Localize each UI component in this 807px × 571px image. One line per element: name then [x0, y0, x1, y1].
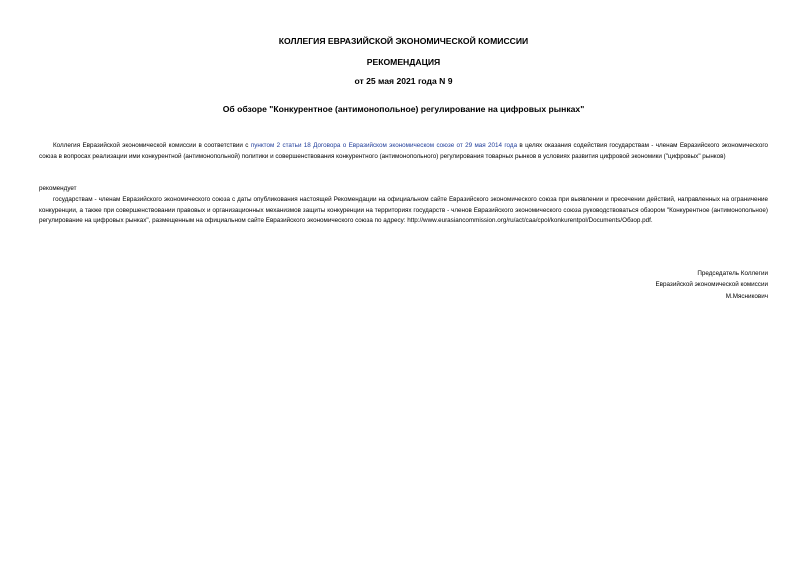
document-type-heading: РЕКОМЕНДАЦИЯ [366, 57, 441, 67]
date-number-heading: от 25 мая 2021 года N 9 [354, 76, 453, 86]
signatory-position-line1: Председатель Коллегии [697, 270, 768, 277]
intro-paragraph [39, 141, 768, 162]
document-title: Об обзоре "Конкурентное (антимонопольное) регулирование на цифровых рынках" [222, 104, 585, 114]
decision-paragraph [39, 195, 768, 227]
treaty-reference-link[interactable]: пунктом 2 статьи 18 Договора о Евразийском экономическом союзе от 29 мая 2014 года [250, 142, 518, 149]
recommends-word: рекомендует [39, 185, 77, 192]
intro-text-before-link: Коллегия Евразийской экономической комиссии в соответствии с [53, 142, 251, 149]
signatory-name: М.Мясникович [725, 292, 768, 300]
decision-text: государствам - членам Евразийского экономического союза с даты опубликования настоящей Рекомендации на официальном сайте Евразийского экономического союза при выявлении и пресечении действий, направленных на ограничение конкуренции, а также при совершенствовании правовых и организационных механизмов защиты конкуренции на территориях государств - членов Евразийского экономического союза руководствоваться обзором "Конкурентное (антимонопольное) регулирование на цифровых рынках", размещенным на официальном сайте Евразийского экономического союза по адресу: http://www.eurasiancommission.org/ru/act/caa/cpol/konkurentpol/Documents/Обзор.pdf. [39, 196, 768, 225]
intro-text-after-link: в целях оказания содействия государствам - членам Евразийского экономического союза в вопросах реализации ими конкурентной (антимонопольной) политики и совершенствования конкурентного (антимонопольного) регулирования товарных рынков в условиях развития цифровой экономики ("цифровых" рынков) [39, 142, 768, 160]
signature-block [655, 268, 768, 302]
organization-heading: КОЛЛЕГИЯ ЕВРАЗИЙСКОЙ ЭКОНОМИЧЕСКОЙ КОМИССИИ [278, 36, 529, 46]
signatory-position-line2: Евразийской экономической комиссии [655, 281, 768, 289]
